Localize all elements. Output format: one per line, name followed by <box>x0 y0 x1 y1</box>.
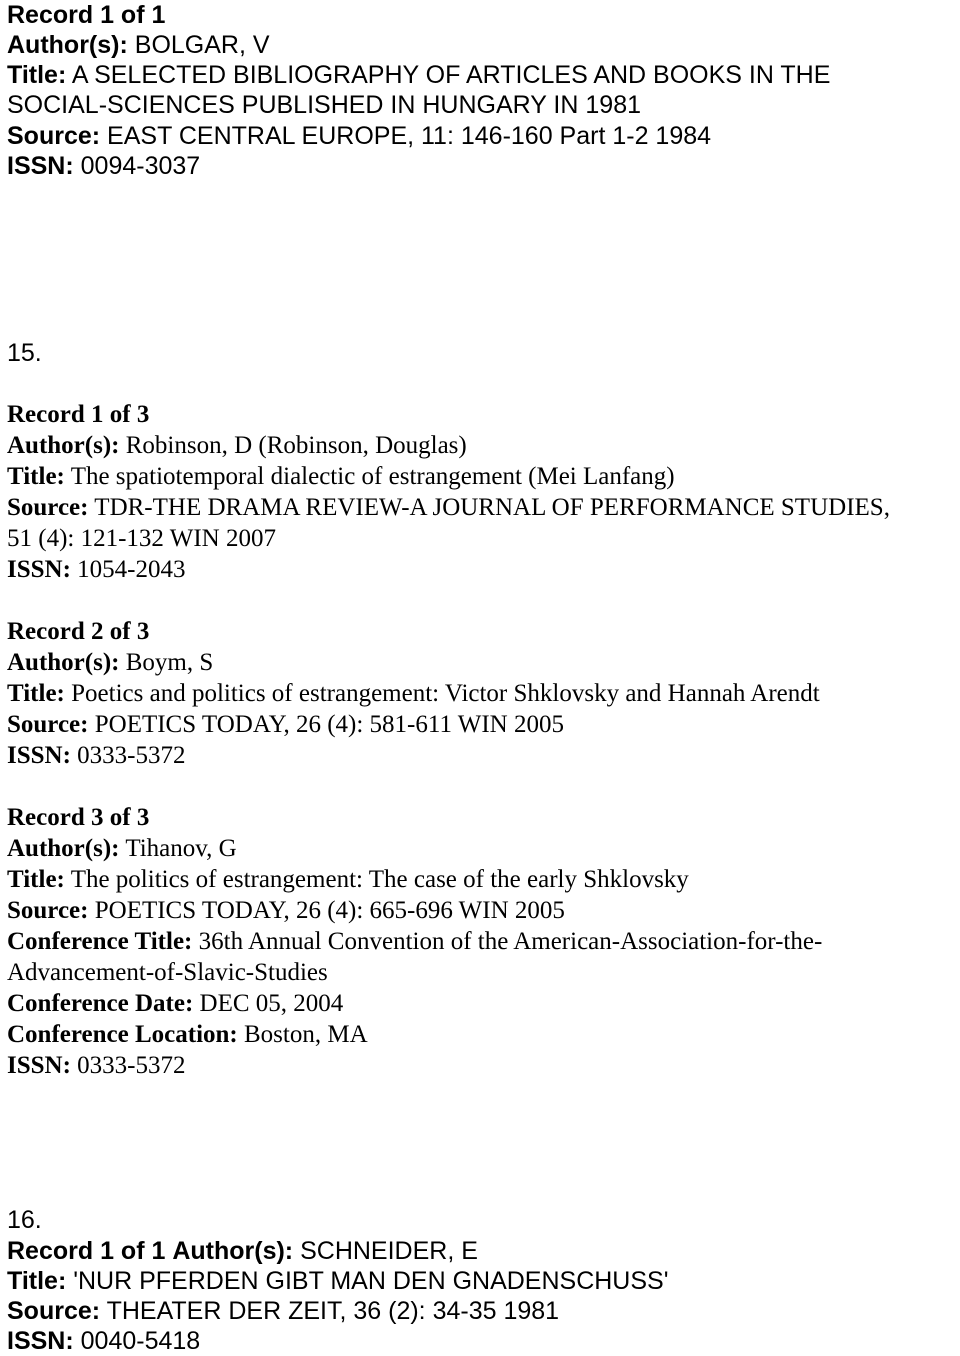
title-line-continued: SOCIAL-SCIENCES PUBLISHED IN HUNGARY IN 1981 <box>7 91 641 119</box>
section-number: 16. <box>7 1206 42 1234</box>
issn-line: ISSN: 0333-5372 <box>7 1052 186 1079</box>
record-heading: Record 1 of 1 <box>7 1 166 29</box>
conference-date-line: Conference Date: DEC 05, 2004 <box>7 990 344 1017</box>
issn-line: ISSN: 1054-2043 <box>7 556 186 583</box>
title-line: Title: The spatiotemporal dialectic of estrangement (Mei Lanfang) <box>7 463 675 490</box>
source-line: Source: EAST CENTRAL EUROPE, 11: 146-160 Part 1-2 1984 <box>7 122 712 150</box>
issn-line: ISSN: 0040-5418 <box>7 1327 201 1355</box>
record-heading: Record 2 of 3 <box>7 618 150 645</box>
author-line: Author(s): Boym, S <box>7 649 214 676</box>
issn-line: ISSN: 0333-5372 <box>7 742 186 769</box>
issn-line: ISSN: 0094-3037 <box>7 152 201 180</box>
source-line: Source: THEATER DER ZEIT, 36 (2): 34-35 1981 <box>7 1297 560 1325</box>
source-line: Source: POETICS TODAY, 26 (4): 581-611 WIN 2005 <box>7 711 564 738</box>
title-line: Title: Poetics and politics of estrangement: Victor Shklovsky and Hannah Arendt <box>7 680 820 707</box>
title-line: Title: The politics of estrangement: The case of the early Shklovsky <box>7 866 689 893</box>
conference-title-line: Conference Title: 36th Annual Convention of the American-Association-for-the- <box>7 928 823 955</box>
source-line: Source: TDR-THE DRAMA REVIEW-A JOURNAL OF PERFORMANCE STUDIES, <box>7 494 890 521</box>
title-line: Title: 'NUR PFERDEN GIBT MAN DEN GNADENSCHUSS' <box>7 1267 669 1295</box>
author-line: Author(s): BOLGAR, V <box>7 31 270 59</box>
conference-title-continued: Advancement-of-Slavic-Studies <box>7 959 328 986</box>
record-heading: Record 1 of 3 <box>7 401 150 428</box>
record-author-line: Record 1 of 1 Author(s): SCHNEIDER, E <box>7 1237 478 1265</box>
title-line: Title: A SELECTED BIBLIOGRAPHY OF ARTICLES AND BOOKS IN THE <box>7 61 831 89</box>
source-line: Source: POETICS TODAY, 26 (4): 665-696 WIN 2005 <box>7 897 565 924</box>
record-heading: Record 3 of 3 <box>7 804 150 831</box>
author-line: Author(s): Robinson, D (Robinson, Douglas) <box>7 432 467 459</box>
conference-location-line: Conference Location: Boston, MA <box>7 1021 368 1048</box>
author-line: Author(s): Tihanov, G <box>7 835 237 862</box>
section-number: 15. <box>7 339 42 367</box>
source-line-continued: 51 (4): 121-132 WIN 2007 <box>7 525 276 552</box>
